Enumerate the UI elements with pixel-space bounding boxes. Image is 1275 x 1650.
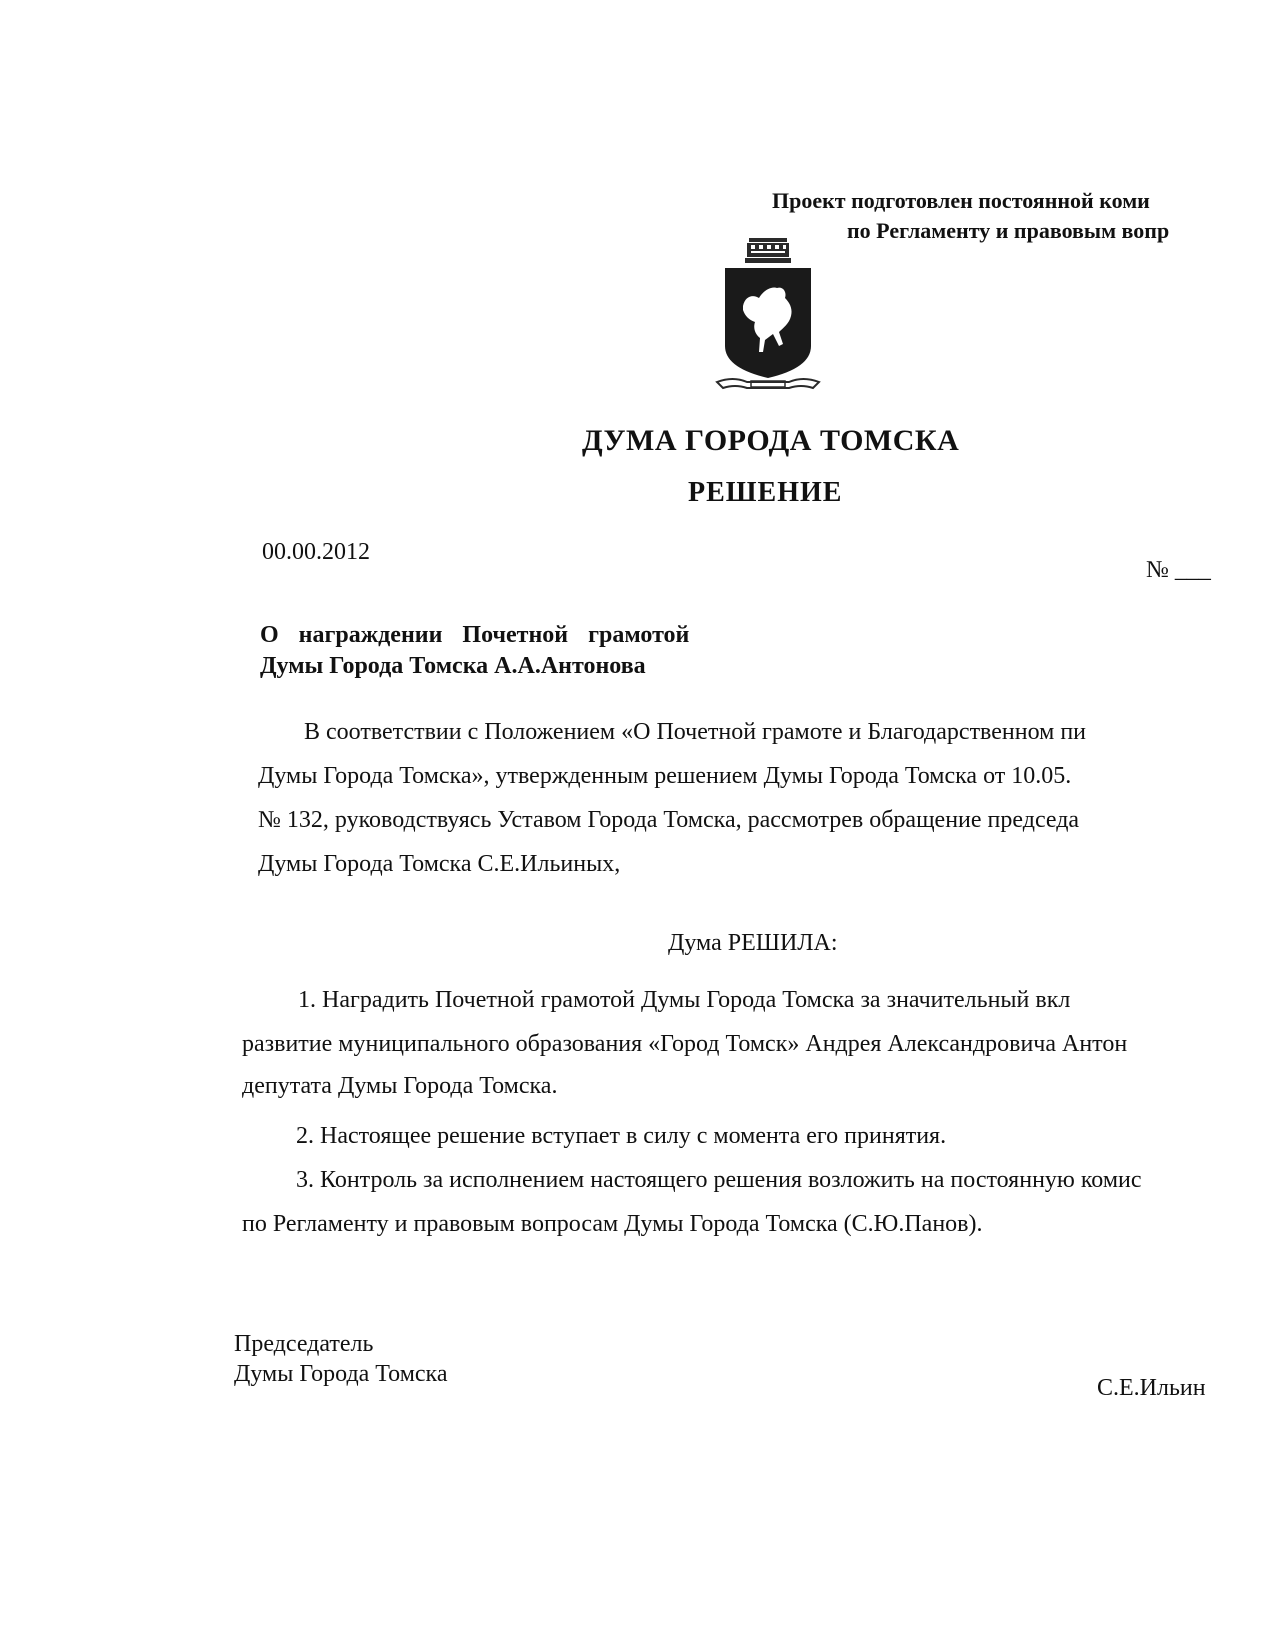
- tomsk-coat-of-arms-icon: [713, 236, 823, 396]
- org-title: ДУМА ГОРОДА ТОМСКА: [582, 424, 960, 457]
- decision-item-line: по Регламенту и правовым вопросам Думы Города Томска (С.Ю.Панов).: [242, 1211, 983, 1237]
- doc-number: № ___: [1146, 557, 1211, 583]
- decision-item-line: развитие муниципального образования «Город Томск» Андрея Александровича Антон: [242, 1031, 1128, 1057]
- preamble-line: № 132, руководствуясь Уставом Города Томска, рассмотрев обращение председа: [258, 807, 1080, 833]
- decision-item-line: депутата Думы Города Томска.: [242, 1073, 558, 1099]
- subject-text-1: О награждении Почетной грамотой: [260, 622, 690, 648]
- doc-type: РЕШЕНИЕ: [688, 477, 843, 508]
- signature-position-line-1: Председатель: [234, 1331, 374, 1357]
- prepared-by-line-2: по Регламенту и правовым вопр: [847, 218, 1170, 243]
- prepared-by-line-1: Проект подготовлен постоянной коми: [772, 188, 1150, 213]
- signatory-name: С.Е.Ильин: [1097, 1375, 1206, 1401]
- decision-item-line: 2. Настоящее решение вступает в силу с момента его принятия.: [296, 1123, 947, 1149]
- preamble-line: Думы Города Томска С.Е.Ильиных,: [258, 851, 621, 877]
- decision-item-line: 3. Контроль за исполнением настоящего решения возложить на постоянную комис: [296, 1167, 1142, 1193]
- signature-position-line-2: Думы Города Томска: [234, 1361, 448, 1387]
- preamble-line: В соответствии с Положением «О Почетной грамоте и Благодарственном пи: [304, 719, 1087, 745]
- subject-line-2: Думы Города Томска А.А.Антонова: [260, 653, 646, 679]
- subject-line-1: [260, 619, 689, 651]
- preamble-line: Думы Города Томска», утвержденным решением Думы Города Томска от 10.05.: [258, 763, 1072, 789]
- decision-label: Дума РЕШИЛА:: [668, 930, 838, 956]
- decision-item-line: 1. Наградить Почетной грамотой Думы Города Томска за значительный вкл: [298, 987, 1071, 1013]
- doc-date: 00.00.2012: [262, 539, 370, 565]
